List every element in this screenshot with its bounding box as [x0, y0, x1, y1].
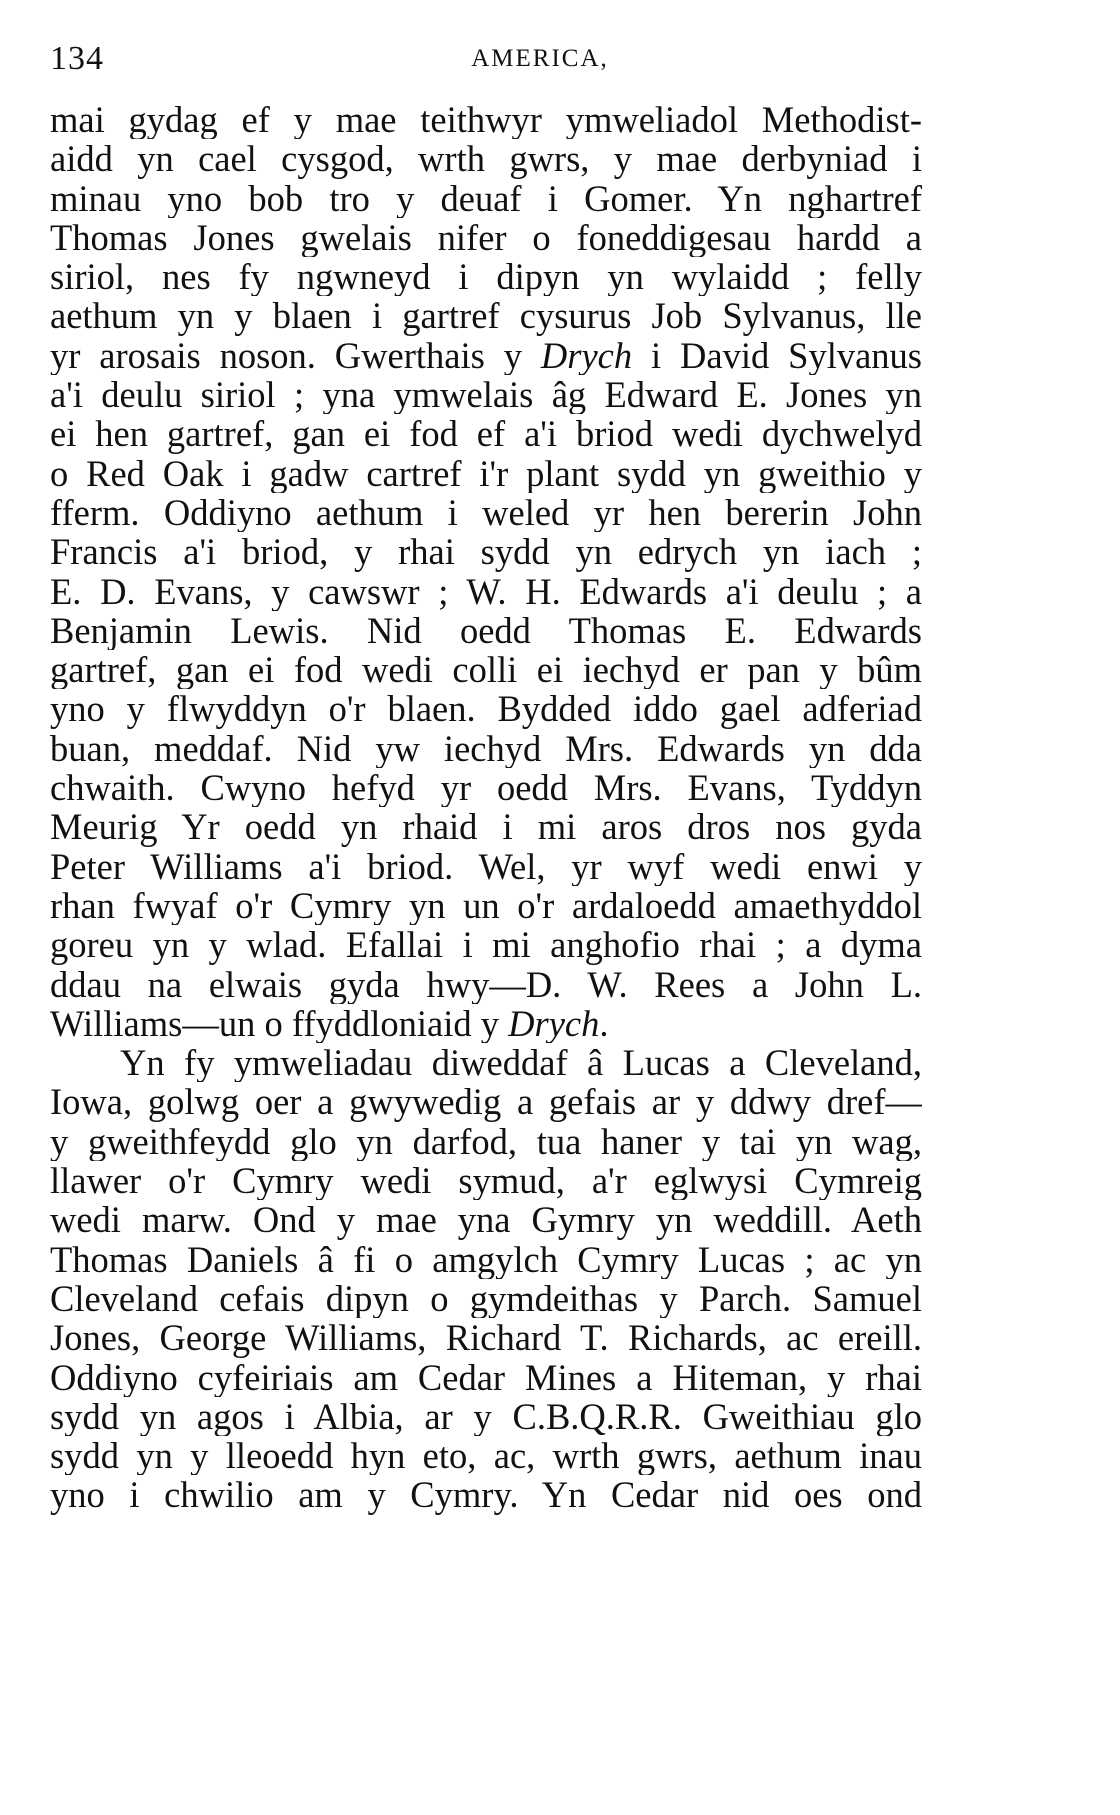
- body-text: [50, 100, 922, 1515]
- text-line: buan, meddaf. Nid yw iechyd Mrs. Edwards yn dda: [50, 728, 922, 769]
- text-line: [50, 1004, 922, 1043]
- italic-title: Drych: [508, 1003, 600, 1044]
- text-line: Thomas Daniels â fi o amgylch Cymry Lucas ; ac yn: [50, 1239, 922, 1279]
- text-line: yno y flwyddyn o'r blaen. Bydded iddo gael adferiad: [50, 689, 922, 729]
- text-line: Francis a'i briod, y rhai sydd yn edrych yn iach ;: [50, 532, 922, 572]
- text-line: ei hen gartref, gan ei fod ef a'i briod wedi dychwelyd: [50, 414, 922, 454]
- text-line: Oddiyno cyfeiriais am Cedar Mines a Hiteman, y rhai: [50, 1357, 922, 1397]
- text-line: sydd yn y lleoedd hyn eto, ac, wrth gwrs, aethum inau: [50, 1436, 922, 1476]
- text-line: o Red Oak i gadw cartref i'r plant sydd yn gweithio y: [50, 453, 922, 493]
- text-line: Iowa, golwg oer a gwywedig a gefais ar y ddwy dref—: [50, 1082, 922, 1122]
- text-line: Meurig Yr oedd yn rhaid i mi aros dros nos gyda: [50, 807, 922, 847]
- text-line: siriol, nes fy ngwneyd i dipyn yn wylaidd ; felly: [50, 257, 922, 297]
- running-head: AMERICA,: [471, 45, 609, 72]
- text-line: Benjamin Lewis. Nid oedd Thomas E. Edwards: [50, 610, 922, 651]
- text-line: gartref, gan ei fod wedi colli ei iechyd er pan y bûm: [50, 650, 922, 690]
- page-number: 134: [50, 40, 104, 77]
- text-line: wedi marw. Ond y mae yna Gymry yn weddill. Aeth: [50, 1200, 922, 1240]
- text-line-segment: Williams—un o ffyddloniaid y: [50, 1003, 509, 1044]
- text-line: mai gydag ef y mae teithwyr ymweliadol Methodist-: [50, 100, 922, 140]
- text-line-segment: i David Sylvanus: [632, 335, 922, 376]
- text-line: Thomas Jones gwelais nifer o foneddigesau hardd a: [50, 217, 922, 258]
- text-line: sydd yn agos i Albia, ar y C.B.Q.R.R. Gweithiau glo: [50, 1396, 922, 1437]
- text-line-segment: yr arosais noson. Gwerthais y: [50, 335, 541, 376]
- text-line: Peter Williams a'i briod. Wel, yr wyf wedi enwi y: [50, 846, 922, 886]
- text-line: Jones, George Williams, Richard T. Richards, ac ereill.: [50, 1318, 922, 1358]
- text-line: Yn fy ymweliadau diweddaf â Lucas a Cleveland,: [120, 1043, 922, 1083]
- text-line: chwaith. Cwyno hefyd yr oedd Mrs. Evans, Tyddyn: [50, 768, 922, 808]
- text-line-segment: .: [599, 1003, 609, 1044]
- text-line: ddau na elwais gyda hwy—D. W. Rees a John L.: [50, 964, 922, 1004]
- text-line: rhan fwyaf o'r Cymry yn un o'r ardaloedd amaethyddol: [50, 885, 922, 926]
- text-line: aethum yn y blaen i gartref cysurus Job Sylvanus, lle: [50, 296, 922, 336]
- text-line: aidd yn cael cysgod, wrth gwrs, y mae derbyniad i: [50, 139, 922, 179]
- text-line: E. D. Evans, y cawswr ; W. H. Edwards a'i deulu ; a: [50, 571, 922, 611]
- text-line: yno i chwilio am y Cymry. Yn Cedar nid oes ond: [50, 1475, 922, 1515]
- text-line: [50, 336, 922, 375]
- text-line: llawer o'r Cymry wedi symud, a'r eglwysi Cymreig: [50, 1161, 922, 1201]
- text-line: y gweithfeydd glo yn darfod, tua haner y tai yn wag,: [50, 1121, 922, 1162]
- text-line: fferm. Oddiyno aethum i weled yr hen bererin John: [50, 492, 922, 533]
- text-line: Cleveland cefais dipyn o gymdeithas y Parch. Samuel: [50, 1278, 922, 1319]
- text-line: goreu yn y wlad. Efallai i mi anghofio rhai ; a dyma: [50, 925, 922, 965]
- text-line: a'i deulu siriol ; yna ymwelais âg Edward E. Jones yn: [50, 375, 922, 415]
- text-line: minau yno bob tro y deuaf i Gomer. Yn nghartref: [50, 178, 922, 218]
- italic-title: Drych: [540, 335, 633, 376]
